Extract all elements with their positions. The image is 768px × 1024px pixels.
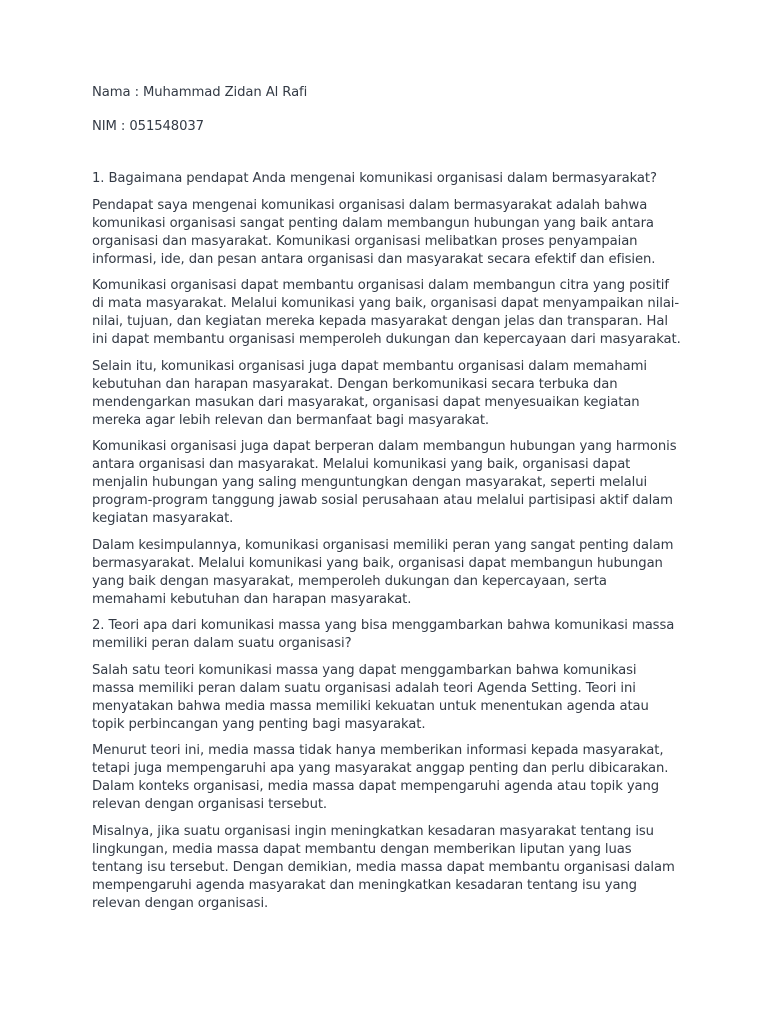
student-nim: NIM : 051548037 [92, 119, 204, 134]
question-1: 1. Bagaimana pendapat Anda mengenai komunikasi organisasi dalam bermasyarakat? [92, 171, 657, 186]
student-name: Nama : Muhammad Zidan Al Rafi [92, 85, 308, 100]
answer-2-paragraph: Salah satu teori komunikasi massa yang dapat menggambarkan bahwa komunikasi massa memiliki peran dalam suatu organisasi adalah teori Agenda Setting. Teori ini menyatakan bahwa media massa memiliki kekuatan untuk menentukan agenda atau topik perbincangan yang penting bagi masyarakat. [92, 662, 649, 732]
answer-1-paragraph: Komunikasi organisasi dapat membantu organisasi dalam membangun citra yang positif di mata masyarakat. Melalui komunikasi yang baik, organisasi dapat menyampaikan nilai-nilai, tujuan, dan kegiatan mereka kepada masyarakat dengan jelas dan transparan. Hal ini dapat membantu organisasi memperoleh dukungan dan kepercayaan dari masyarakat. [92, 278, 681, 347]
answer-1-paragraph: Selain itu, komunikasi organisasi juga dapat membantu organisasi dalam memahami kebutuhan dan harapan masyarakat. Dengan berkomunikasi secara terbuka dan mendengarkan masukan dari masyarakat, organisasi dapat menyesuaikan kegiatan mereka agar lebih relevan dan bermanfaat bagi masyarakat. [92, 358, 647, 428]
answer-2-paragraph: Menurut teori ini, media massa tidak hanya memberikan informasi kepada masyarakat, tetapi juga mempengaruhi apa yang masyarakat anggap penting dan perlu dibicarakan. Dalam konteks organisasi, media massa dapat mempengaruhi agenda atau topik yang relevan dengan organisasi tersebut. [92, 743, 669, 812]
document-page [92, 84, 682, 921]
answer-1-paragraph: Komunikasi organisasi juga dapat berperan dalam membangun hubungan yang harmonis antara organisasi dan masyarakat. Melalui komunikasi yang baik, organisasi dapat menjalin hubungan yang saling menguntungkan dengan masyarakat, seperti melalui program-program tanggung jawab sosial perusahaan atau melalui partisipasi aktif dalam kegiatan masyarakat. [92, 439, 677, 526]
question-2: 2. Teori apa dari komunikasi massa yang bisa menggambarkan bahwa komunikasi massa memiliki peran dalam suatu organisasi? [92, 618, 675, 651]
answer-2-paragraph: Misalnya, jika suatu organisasi ingin meningkatkan kesadaran masyarakat tentang isu lingkungan, media massa dapat membantu dengan memberikan liputan yang luas tentang isu tersebut. Dengan demikian, media massa dapat membantu organisasi dalam mempengaruhi agenda masyarakat dan meningkatkan kesadaran tentang isu yang relevan dengan organisasi. [92, 823, 675, 911]
answer-1-conclusion: Dalam kesimpulannya, komunikasi organisasi memiliki peran yang sangat penting dalam bermasyarakat. Melalui komunikasi yang baik, organisasi dapat membangun hubungan yang baik dengan masyarakat, memperoleh dukungan dan kepercayaan, serta memahami kebutuhan dan harapan masyarakat. [92, 537, 674, 607]
answer-1-paragraph: Pendapat saya mengenai komunikasi organisasi dalam bermasyarakat adalah bahwa komunikasi organisasi sangat penting dalam membangun hubungan yang baik antara organisasi dan masyarakat. Komunikasi organisasi melibatkan proses penyampaian informasi, ide, dan pesan antara organisasi dan masyarakat secara efektif dan efisien. [92, 197, 656, 267]
